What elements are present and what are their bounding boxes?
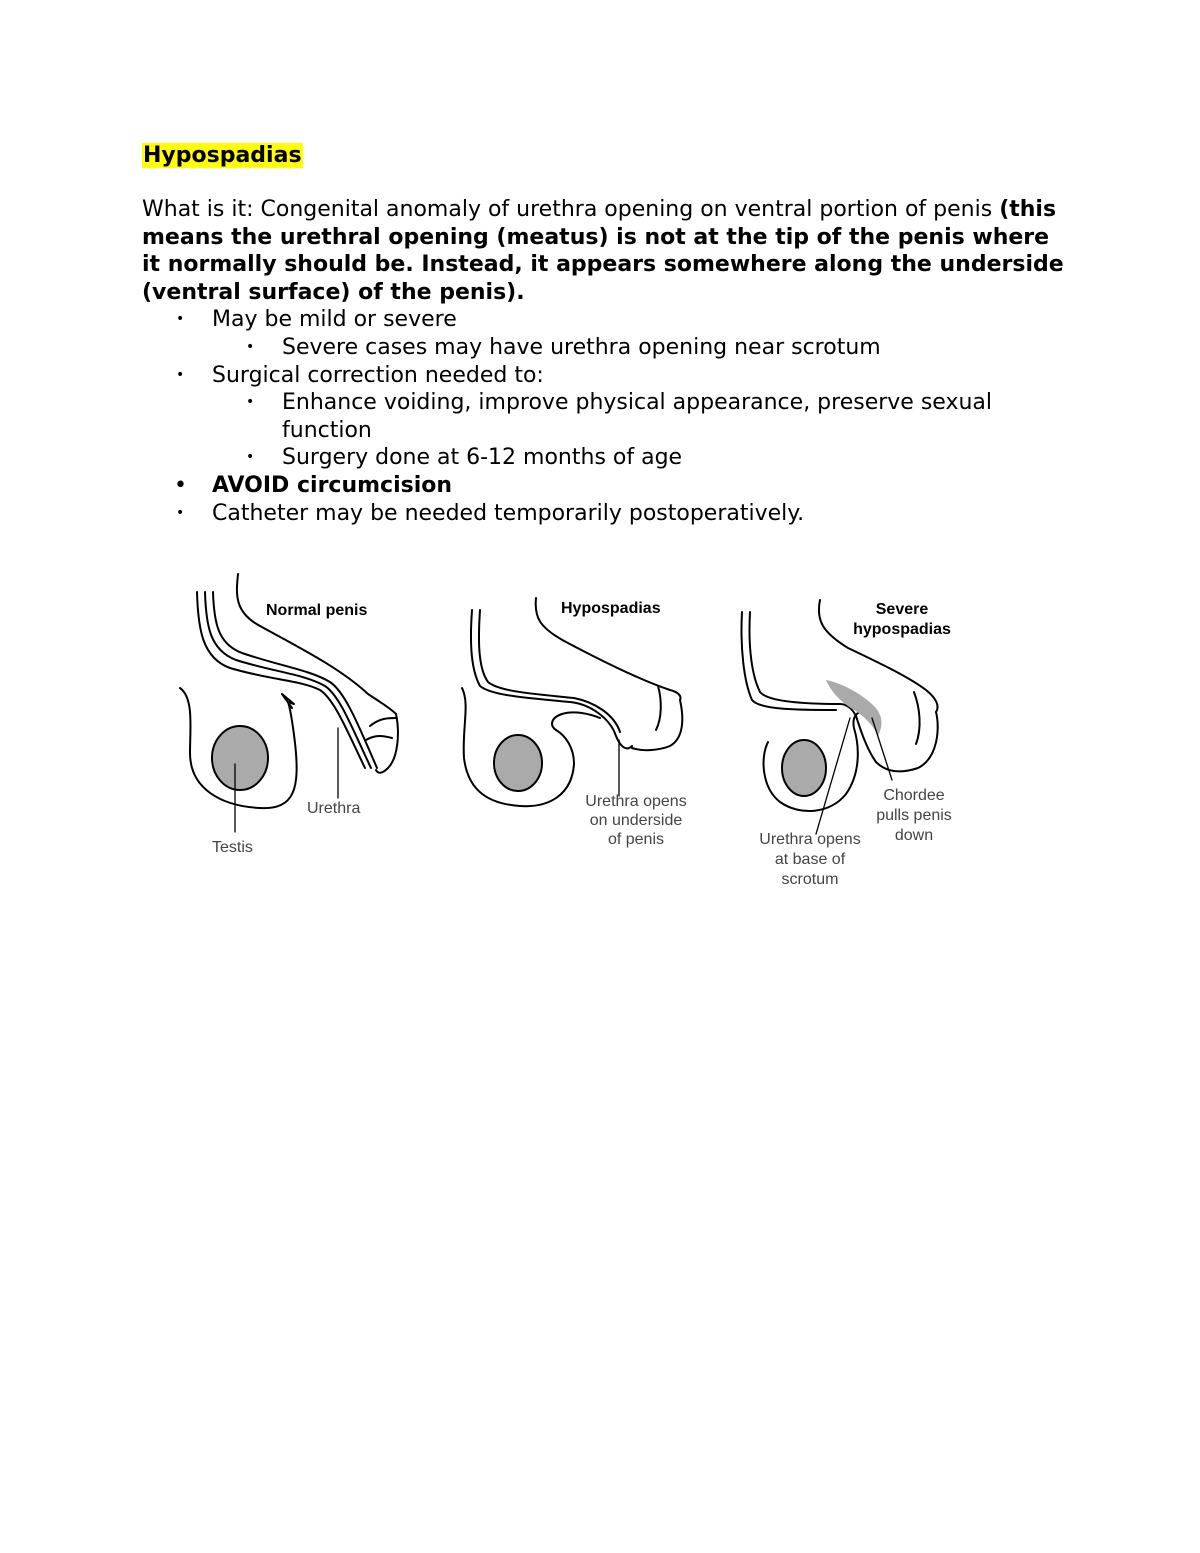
severe-title-line1: Severe — [875, 601, 929, 618]
severe-title-line2: hypospadias — [853, 621, 951, 638]
bullet-icon: • — [246, 338, 255, 355]
bullet-icon: • — [176, 366, 185, 383]
bullet-text-bold: AVOID circumcision — [212, 472, 453, 498]
bullet-text: Surgery done at 6-12 months of age — [282, 445, 683, 471]
anatomy-diagram-svg — [170, 568, 970, 898]
bullet-icon: • — [176, 311, 185, 328]
urethra-label: Urethra — [307, 800, 361, 817]
normal-penis-top — [237, 574, 396, 714]
chordee-label-line2: pulls penis — [876, 807, 952, 824]
hypo-testis — [494, 735, 542, 791]
normal-glans-tip — [370, 718, 396, 726]
severe-label-line3: scrotum — [781, 871, 839, 888]
severe-glans-crease — [914, 692, 920, 744]
bullet-icon: • — [176, 504, 185, 521]
severe-body-outline — [741, 612, 836, 710]
bullet-text: Surgical correction needed to: — [212, 362, 544, 388]
chordee-label-line3: down — [894, 827, 934, 844]
hypo-label-line3: of penis — [607, 831, 665, 848]
chordee-leader-line — [872, 718, 892, 780]
document-body — [142, 196, 1072, 527]
normal-penis-title: Normal penis — [266, 602, 368, 619]
sub-bullet-list — [212, 389, 1072, 472]
hypo-body-outline — [471, 610, 632, 748]
bullet-icon: • — [246, 394, 255, 411]
intro-bold: (this means the urethral opening (meatus) is not at the tip of the penis where it normally should be. Instead, it appears somewhere along the underside (ventral surface) of the penis). — [142, 197, 1064, 305]
testis-label: Testis — [212, 839, 253, 856]
list-item — [142, 306, 1072, 361]
normal-glans — [376, 714, 398, 773]
bullet-list — [142, 306, 1072, 527]
list-item — [142, 472, 1072, 500]
list-item — [212, 389, 1072, 444]
normal-glans-crease — [366, 736, 392, 740]
list-item — [142, 362, 1072, 472]
severe-glans — [876, 712, 938, 771]
severe-label-line1: Urethra opens — [759, 831, 861, 848]
list-item — [142, 500, 1072, 528]
hypospadias-drawing — [462, 598, 682, 806]
bullet-text: Severe cases may have urethra opening near scrotum — [282, 334, 881, 360]
bullet-text: Enhance voiding, improve physical appearance, preserve sexual function — [282, 390, 992, 443]
bullet-icon: • — [246, 449, 255, 466]
bullet-text: Catheter may be needed temporarily postoperatively. — [212, 500, 805, 526]
list-item — [212, 334, 1072, 362]
bullet-text: May be mild or severe — [212, 307, 457, 333]
bullet-icon: • — [174, 472, 187, 498]
intro-paragraph — [142, 196, 1072, 306]
hypospadias-title: Hypospadias — [561, 600, 661, 617]
severe-testis — [782, 740, 826, 796]
title-highlight: Hypospadias — [143, 143, 302, 168]
page-title — [142, 142, 303, 170]
hypo-label-line2: on underside — [589, 812, 683, 829]
severe-urethra-line — [749, 612, 840, 704]
sub-bullet-list — [212, 334, 1072, 362]
hypo-glans-crease — [656, 686, 661, 730]
anatomy-diagram — [170, 568, 970, 898]
hypo-label-line1: Urethra opens — [585, 793, 687, 810]
chordee-label-line1: Chordee — [883, 787, 945, 804]
intro-plain: What is it: Congenital anomaly of urethra opening on ventral portion of penis — [142, 197, 1000, 222]
normal-testis — [212, 726, 268, 790]
list-item — [212, 444, 1072, 472]
severe-label-line2: at base of — [774, 851, 846, 868]
